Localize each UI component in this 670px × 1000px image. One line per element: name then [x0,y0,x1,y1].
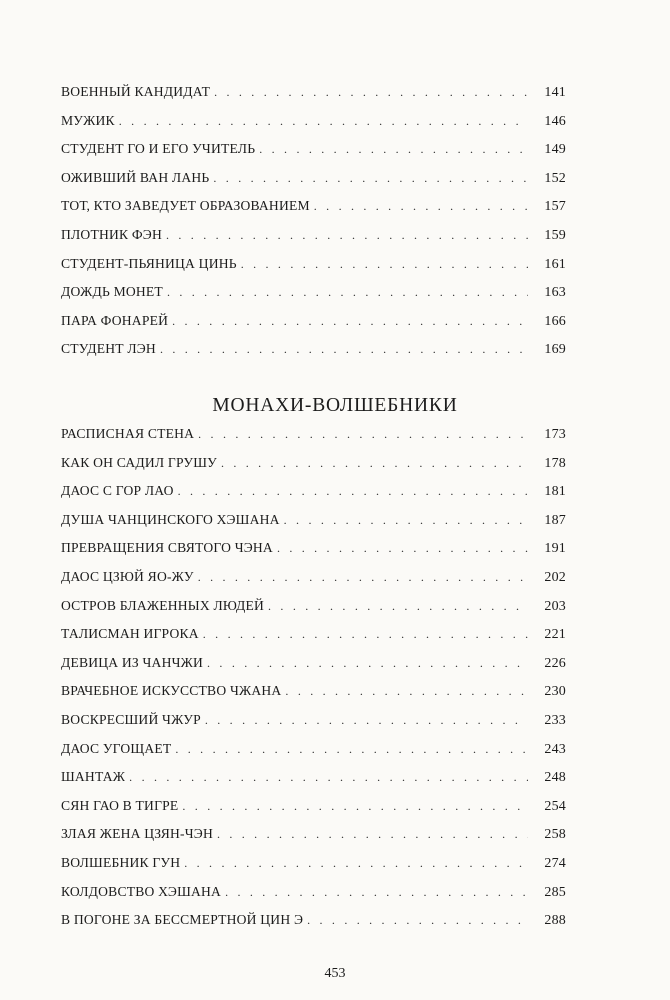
toc-entry-page: 258 [544,827,566,843]
dot-leader [182,799,528,814]
toc-entry [61,769,566,798]
toc-entry [61,912,566,941]
dot-leader [217,827,528,842]
toc-entry [61,483,566,512]
toc-entry-page: 226 [544,655,566,671]
toc-entry-title: ЗЛАЯ ЖЕНА ЦЗЯН-ЧЭН [61,826,213,842]
dot-leader [225,885,528,900]
toc-entry-title: ОСТРОВ БЛАЖЕННЫХ ЛЮДЕЙ [61,597,265,613]
toc-entry-title: ТОТ, КТО ЗАВЕДУЕТ ОБРАЗОВАНИЕМ [61,198,310,214]
toc-entry-title: ДАОС УГОЩАЕТ [61,740,172,756]
toc-entry [61,626,566,655]
toc-entry-page: 159 [544,227,566,243]
toc-entry-title: ДАОС С ГОР ЛАО [61,483,174,499]
page-number: 453 [324,966,346,981]
dot-leader [268,599,528,614]
dot-leader [213,171,528,186]
dot-leader [198,570,528,585]
toc-entry-title: В ПОГОНЕ ЗА БЕССМЕРТНОЙ ЦИН Э [61,912,304,928]
toc-entry-page: 146 [544,113,566,129]
toc-entry-page: 161 [544,256,566,272]
dot-leader [198,427,528,442]
toc-entry-page: 157 [544,199,566,215]
toc-entry-page: 202 [544,569,566,585]
toc-entry-title: РАСПИСНАЯ СТЕНА [61,426,195,441]
dot-leader [259,142,528,157]
toc-entry-title: ПЛОТНИК ФЭН [61,226,162,242]
toc-entry-title: ПРЕВРАЩЕНИЯ СВЯТОГО ЧЭНА [61,540,273,556]
toc-entry [61,855,566,884]
dot-leader [175,742,528,757]
dot-leader [207,656,528,671]
toc-entry-title: ОЖИВШИЙ ВАН ЛАНЬ [61,169,210,185]
toc-entry [61,884,566,913]
toc-entry-title: ВОЕННЫЙ КАНДИДАТ [61,84,211,99]
toc-section-2 [61,426,566,941]
toc-entry-title: ВОЛШЕБНИК ГУН [61,854,181,870]
toc-entry [61,569,566,598]
toc-entry [61,540,566,569]
toc-entry-title: ДАОС ЦЗЮЙ ЯО-ЖУ [61,568,194,584]
toc-entry-title: ВОСКРЕСШИЙ ЧЖУР [61,711,201,727]
toc-entry-page: 173 [544,427,566,442]
toc-entry-page: 141 [544,85,566,100]
dot-leader [314,199,528,214]
toc-entry-page: 285 [544,884,566,900]
dot-leader [277,541,528,556]
toc-entry-title: СТУДЕНТ ЛЭН [61,341,156,357]
toc-entry-page: 152 [544,170,566,186]
dot-leader [203,627,528,642]
toc-entry-title: ДОЖДЬ МОНЕТ [61,284,163,300]
toc-entry [61,198,566,227]
dot-leader [119,114,528,129]
toc-entry-title: ТАЛИСМАН ИГРОКА [61,626,199,642]
toc-entry-title: ДУША ЧАНЦИНСКОГО ХЭШАНА [61,511,280,527]
toc-entry-page: 288 [544,913,566,929]
toc-entry-page: 248 [544,770,566,786]
toc-entry [61,426,566,455]
toc-entry-title: КАК ОН САДИЛ ГРУШУ [61,454,217,470]
dot-leader [284,513,528,528]
toc-entry [61,141,566,170]
dot-leader [172,314,528,329]
toc-entry [61,683,566,712]
dot-leader [166,228,528,243]
toc-entry-page: 274 [544,855,566,871]
toc-entry-page: 178 [544,455,566,471]
toc-entry-title: СТУДЕНТ ГО И ЕГО УЧИТЕЛЬ [61,141,256,157]
dot-leader [167,285,528,300]
toc-entry [61,455,566,484]
toc-entry-title: ДЕВИЦА ИЗ ЧАНЧЖИ [61,654,204,670]
section-heading: МОНАХИ-ВОЛШЕБНИКИ [212,395,458,416]
toc-entry [61,227,566,256]
dot-leader [205,713,528,728]
dot-leader [221,456,528,471]
dot-leader [214,85,528,100]
toc-entry-page: 243 [544,741,566,757]
dot-leader [178,484,528,499]
toc-entry [61,741,566,770]
toc-entry [61,655,566,684]
dot-leader [129,770,528,785]
toc-entry-title: КОЛДОВСТВО ХЭШАНА [61,883,222,899]
toc-entry-title: СТУДЕНТ-ПЬЯНИЦА ЦИНЬ [61,255,237,271]
toc-entry-page: 221 [544,627,566,643]
toc-section-1 [61,84,566,370]
toc-entry [61,313,566,342]
toc-entry [61,256,566,285]
toc-entry-page: 149 [544,142,566,158]
toc-entry [61,341,566,370]
toc-entry-title: ВРАЧЕБНОЕ ИСКУССТВО ЧЖАНА [61,683,282,699]
toc-entry [61,512,566,541]
toc-entry-page: 203 [544,598,566,614]
toc-entry [61,113,566,142]
toc-entry [61,598,566,627]
toc-entry-page: 254 [544,798,566,814]
toc-entry [61,712,566,741]
toc-entry-page: 181 [544,484,566,500]
toc-entry-title: ШАНТАЖ [61,769,126,785]
toc-entry-page: 233 [544,712,566,728]
toc-entry [61,826,566,855]
dot-leader [285,684,528,699]
dot-leader [160,342,528,357]
toc-entry-page: 230 [544,684,566,700]
toc-entry-title: МУЖИК [61,112,115,128]
toc-entry-page: 191 [544,541,566,557]
toc-entry [61,284,566,313]
toc-entry-page: 163 [544,285,566,301]
toc-entry [61,84,566,113]
toc-entry-title: ПАРА ФОНАРЕЙ [61,312,169,328]
toc-entry-title: СЯН ГАО В ТИГРЕ [61,797,179,813]
toc-entry-page: 166 [544,313,566,329]
dot-leader [307,913,528,928]
toc-entry-page: 187 [544,512,566,528]
dot-leader [184,856,528,871]
toc-entry-page: 169 [544,342,566,358]
toc-entry [61,798,566,827]
dot-leader [241,257,528,272]
toc-entry [61,170,566,199]
